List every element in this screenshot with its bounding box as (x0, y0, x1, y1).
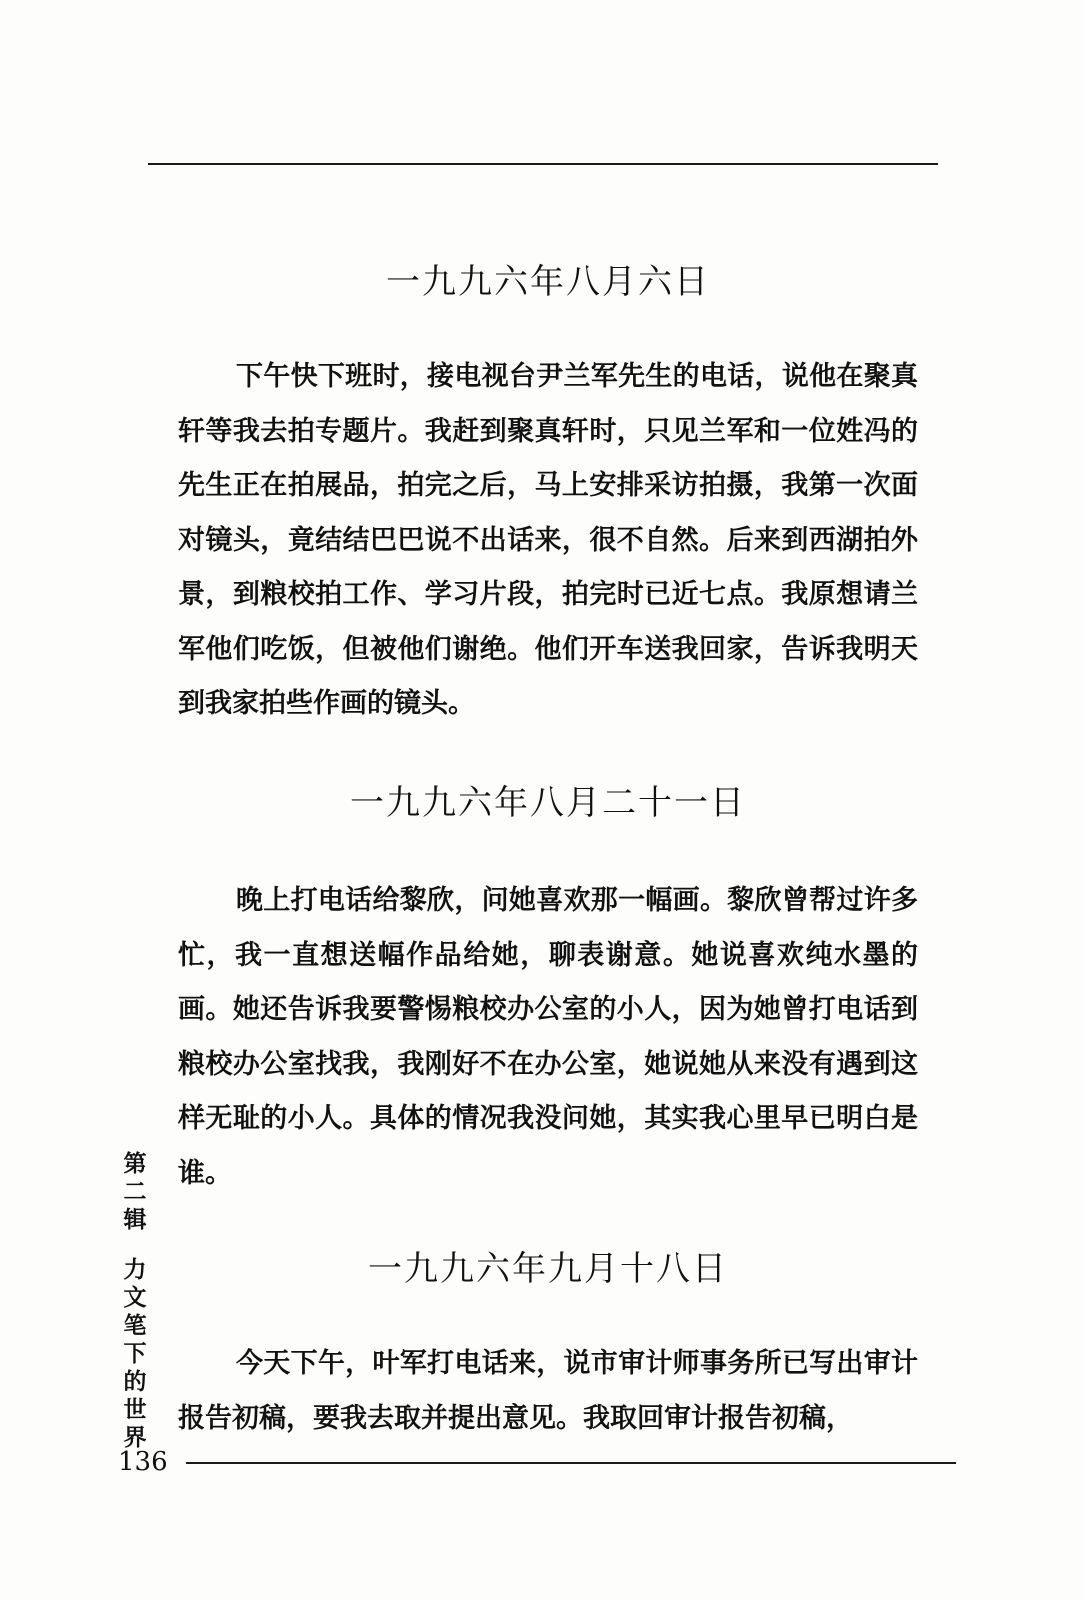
entry-date-heading: 一九九六年九月十八日 (368, 1249, 728, 1289)
entry-date-heading: 一九九六年八月六日 (386, 262, 710, 302)
entry-paragraph: 今天下午，叶军打电话来，说市审计师事务所已写出审计报告初稿，要我去取并提出意见。我取回审计报告初稿， (178, 1348, 918, 1434)
running-section-title (118, 1150, 152, 1452)
entry-paragraph: 晚上打电话给黎欣，问她喜欢那一幅画。黎欣曾帮过许多忙，我一直想送幅作品给她，聊表谢意。她说喜欢纯水墨的画。她还告诉我要警惕粮校办公室的小人，因为她曾打电话到粮校办公室找我，我刚好不在办公室，她说她从来没有遇到这样无耻的小人。具体的情况我没问她，其实我心里早已明白是谁。 (178, 885, 918, 1189)
entry-paragraph: 下午快下班时，接电视台尹兰军先生的电话，说他在聚真轩等我去拍专题片。我赶到聚真轩时，只见兰军和一位姓冯的先生正在拍展品，拍完之后，马上安排采访拍摄，我第一次面对镜头，竟结结巴巴说不出话来，很不自然。后来到西湖拍外景，到粮校拍工作、学习片段，拍完时已近七点。我原想请兰军他们吃饭，但被他们谢绝。他们开车送我回家，告诉我明天到我家拍些作画的镜头。 (178, 361, 918, 719)
book-title-label: 力文笔下的世界 (123, 1257, 147, 1451)
page-number: 136 (118, 1447, 168, 1477)
entry-date-heading: 一九九六年八月二十一日 (350, 783, 746, 823)
footer-rule (186, 1462, 956, 1464)
section-label: 第二辑 (123, 1151, 147, 1233)
header-rule (148, 163, 938, 165)
